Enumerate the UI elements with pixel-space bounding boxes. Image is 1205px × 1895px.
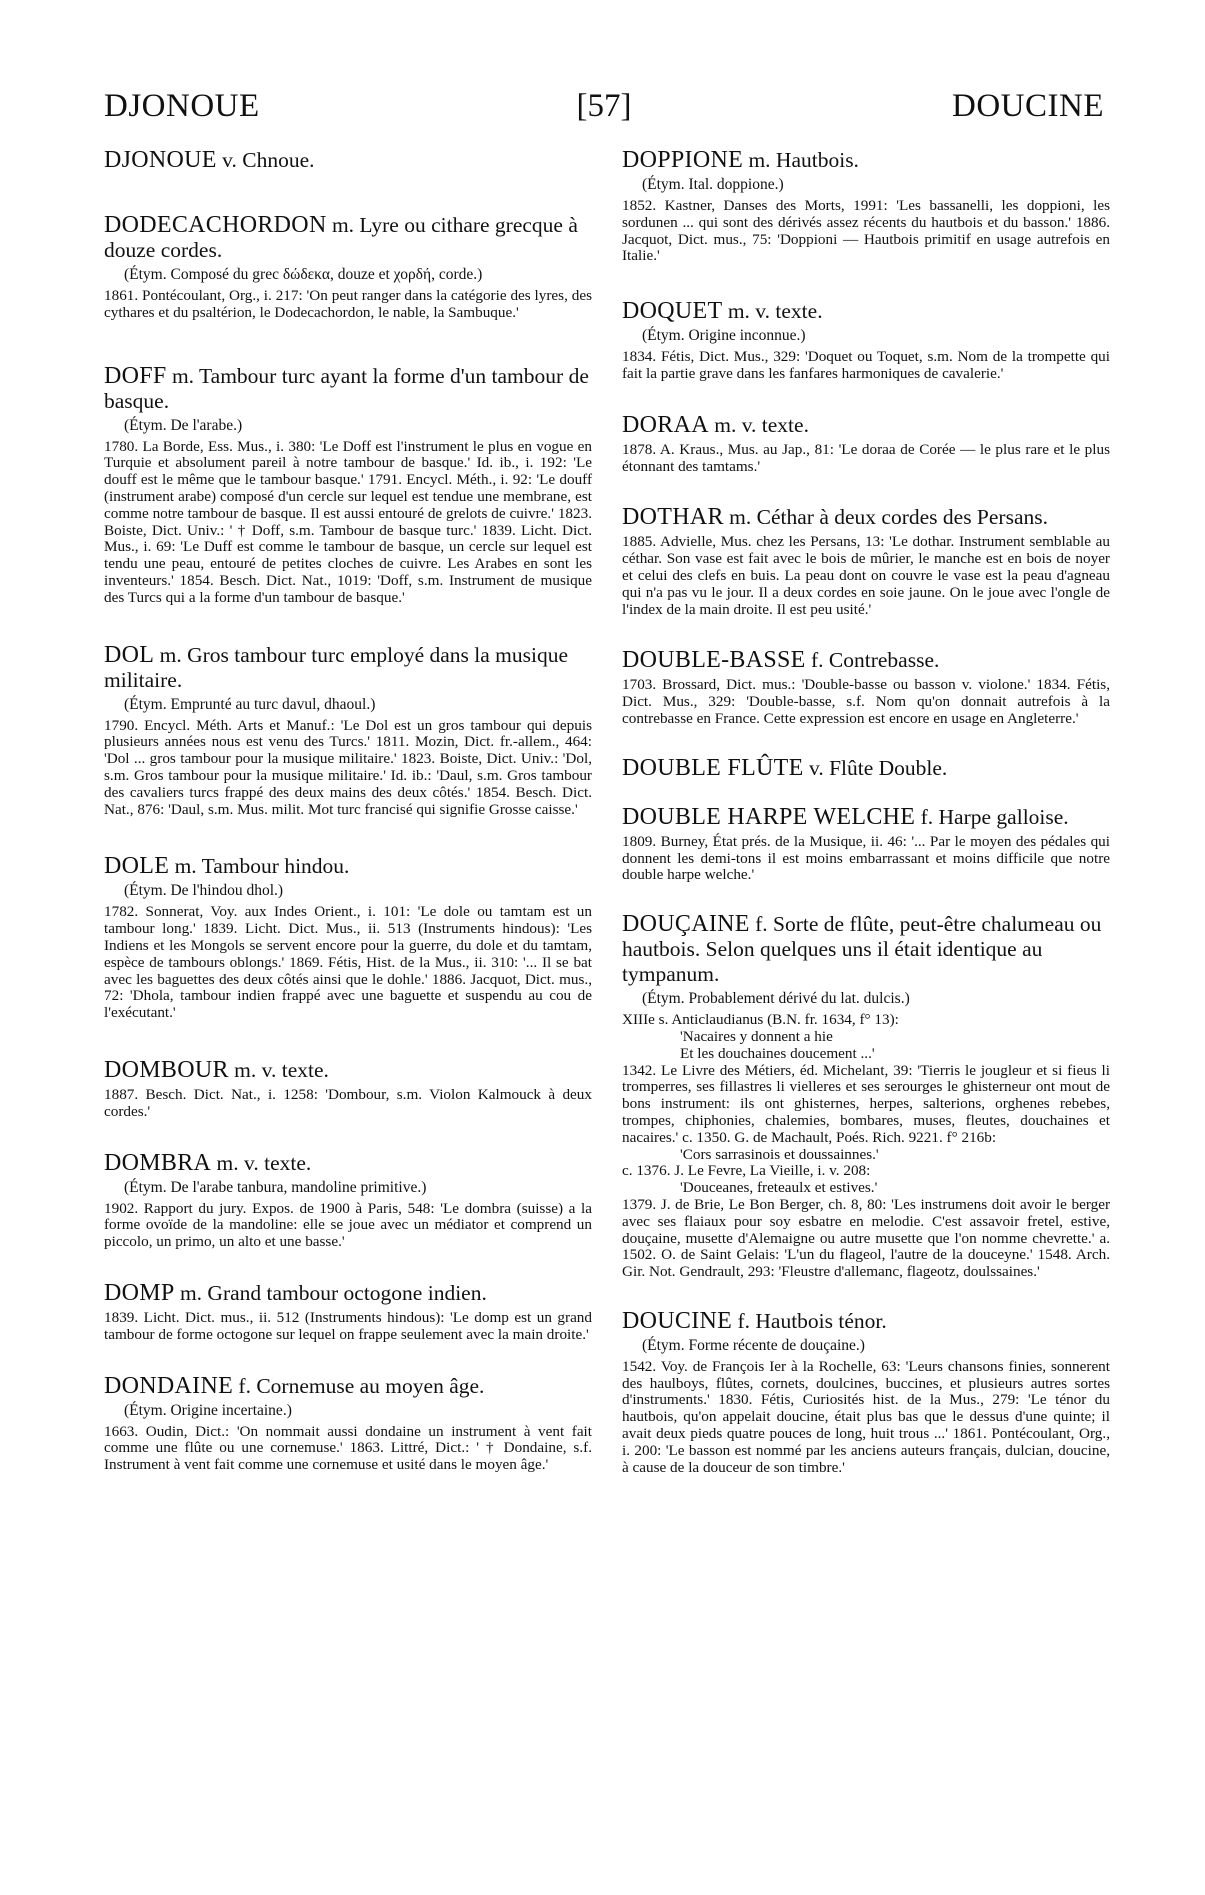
entry-head: [104, 1151, 592, 1176]
definition: m. Lyre ou cithare grecque à douze cordes.: [104, 213, 578, 262]
entry-head: [622, 148, 1110, 173]
entry-domp: [104, 1281, 592, 1344]
entry-head: [622, 756, 1110, 781]
entry-head: [622, 299, 1110, 324]
headword: DOMP: [104, 1279, 175, 1306]
verse-line: 'Douceanes, freteaulx et estives.': [680, 1179, 878, 1197]
headword: DOUBLE HARPE WELCHE: [622, 803, 916, 830]
entry-head: [104, 148, 592, 173]
entry-head: [104, 213, 592, 263]
definition: m. Céthar à deux cordes des Persans.: [723, 505, 1048, 530]
etymology: (Étym. De l'arabe.): [124, 416, 243, 434]
entry-head: [622, 413, 1110, 438]
verse-line: 'Cors sarrasinois et doussainnes.': [680, 1145, 879, 1163]
citations: 1342. Le Livre des Métiers, éd. Michelant, 39: 'Tierris le jougleur et si fieus li tromperres, ses fillastres li vielleres et ses serourges le ghisterneur ont mout de bons instrument: ils ont ghisternes, herpes, salterions, orghenes rebebes, trompes, chiphonies, chalemies, bombares, muses, fleutes, douchaines et nacaires.' c. 1350. G. de Machault, Poés. Rich. 9221. f° 216b:: [622, 1061, 1110, 1146]
citations: 1542. Voy. de François Ier à la Rochelle, 63: 'Leurs chansons finies, sonnerent des haulboys, flûtes, cornets, doulcines, buccines, et plusieurs autres sortes d'instruments.' 1830. Fétis, Curiosités hist. de la Mus., 279: 'Le ténor du hautbois, qu'on appelait doucine, était plus bas que le dessus d'une quinte; il avait deux pieds quatre pouces de long, huit trous ...' 1861. Pontécoulant, Org., i. 200: 'Le basson est nommé par les anciens auteurs français, dulcian, doucine, à cause de la douceur de son timbre.': [622, 1357, 1110, 1476]
headword: DOFF: [104, 362, 167, 389]
entry-doraa: [622, 413, 1110, 476]
definition: f. Contrebasse.: [805, 648, 940, 673]
etymology: (Étym. Origine incertaine.): [124, 1401, 292, 1419]
running-head-right: DOUCINE: [952, 88, 1104, 124]
citations: XIIIe s. Anticlaudianus (B.N. fr. 1634, f° 13):: [622, 1011, 899, 1029]
etymology: (Étym. Probablement dérivé du lat. dulcis.): [642, 990, 910, 1008]
headword: DOMBRA: [104, 1149, 212, 1176]
entry-head: [104, 643, 592, 693]
entry-double-flute: [622, 756, 1110, 781]
headword: DOUBLE FLÛTE: [622, 754, 804, 781]
citations: 1834. Fétis, Dict. Mus., 329: 'Doquet ou Toquet, s.m. Nom de la trompette qui fait la partie grave dans les fanfares harmoniques de cavalerie.': [622, 348, 1110, 382]
verse-line: 'Nacaires y donnent a hie: [680, 1027, 833, 1045]
definition: m. v. texte.: [708, 412, 809, 437]
entry-head: [104, 1374, 592, 1399]
entry-head: [104, 364, 592, 414]
right-column: [622, 148, 1110, 1494]
headword: DOTHAR: [622, 504, 724, 531]
entry-doquet: [622, 299, 1110, 383]
etymology: (Étym. Emprunté au turc davul, dhaoul.): [124, 695, 376, 713]
citations: 1852. Kastner, Danses des Morts, 1991: 'Les bassanelli, les doppioni, les sordunen ... qui sont des dérivés assez récents du hautbois et du basson.' 1886. Jacquot, Dict. mus., 75: 'Doppioni — Hautbois primitif en usage autrefois en Italie.': [622, 197, 1110, 265]
citations: 1663. Oudin, Dict.: 'On nommait aussi dondaine un instrument à vent fait comme une flûte ou une cornemuse.' 1863. Littré, Dict.: ' † Dondaine, s.f. Instrument à vent fait comme une cornemuse et usité dans le moyen âge.': [104, 1422, 592, 1474]
page-number: [57]: [576, 88, 632, 124]
headword: DODECACHORDON: [104, 212, 327, 238]
definition: f. Hautbois ténor.: [732, 1308, 887, 1333]
left-column: [104, 148, 592, 1492]
citations: 1861. Pontécoulant, Org., i. 217: 'On peut ranger dans la catégorie des lyres, des cythares et du psaltérion, le Dodecachordon, le nable, la Sambuque.': [104, 287, 592, 321]
citations: 1790. Encycl. Méth. Arts et Manuf.: 'Le Dol est un gros tambour qui depuis plusieurs années nous est venu des Turcs.' 1811. Mozin, Dict. fr.-allem., 464: 'Dol ... gros tambour pour la musique militaire.' 1823. Boiste, Dict. Univ.: 'Dol, s.m. Gros tambour pour la musique militaire.' Id. ib.: 'Daul, s.m. Gros tambour des cavaliers turcs frappé des deux mains des deux côtés.' 1854. Besch. Dict. Nat., 876: 'Daul, s.m. Mus. milit. Mot turc francisé qui signifie Grosse caisse.': [104, 716, 592, 818]
definition: m. v. texte.: [228, 1057, 329, 1082]
entry-dodecachordon: [104, 213, 592, 322]
entry-doucaine: [622, 912, 1110, 1281]
citations: 1809. Burney, État prés. de la Musique, ii. 46: '... Par le moyen des pédales qui donnent les demi-tons il est moins embarrassant et moins difficile que notre double harpe welche.': [622, 832, 1110, 884]
headword: DOLE: [104, 853, 170, 880]
headword: DOQUET: [622, 298, 723, 325]
entry-djonoue: [104, 148, 592, 173]
entry-head: [622, 912, 1110, 987]
definition: f. Cornemuse au moyen âge.: [233, 1373, 485, 1398]
citations: 1887. Besch. Dict. Nat., i. 1258: 'Dombour, s.m. Violon Kalmouck à deux cordes.': [104, 1085, 592, 1120]
citations: c. 1376. J. Le Fevre, La Vieille, i. v. 208:: [622, 1162, 871, 1180]
definition: m. v. texte.: [722, 299, 823, 324]
definition: m. Tambour hindou.: [169, 854, 350, 879]
headword: DJONOUE: [104, 147, 217, 173]
citations: 1902. Rapport du jury. Expos. de 1900 à Paris, 548: 'Le dombra (suisse) a la forme ovoïde de la mandoline: elle se joue avec un médiator et comprend un piccolo, un primo, un alto et une basse.': [104, 1199, 592, 1251]
definition: v. Chnoue.: [216, 148, 315, 172]
entry-dole: [104, 854, 592, 1022]
headword: DONDAINE: [104, 1372, 234, 1399]
entry-doff: [104, 364, 592, 607]
entry-head: [622, 505, 1110, 530]
definition: m. Gros tambour turc employé dans la musique militaire.: [104, 642, 569, 692]
entry-doppione: [622, 148, 1110, 265]
entry-dondaine: [104, 1374, 592, 1474]
headword: DORAA: [622, 411, 709, 438]
citations: 1379. J. de Brie, Le Bon Berger, ch. 8, 80: 'Les instrumens doit avoir le berger avec ses flaiaux pour soy esbatre en melodie. C'est assavoir fretel, estive, douçaine, musette d'Alemaigne ou autre musette que l'on nomme chevrette.' a. 1502. O. de Saint Gelais: 'L'un du flageol, l'autre de la douceyne.' 1548. Arch. Gir. Not. Gendrault, 293: 'Fleustre d'allemanc, flageotz, doulssaines.': [622, 1195, 1110, 1281]
headword: DOUÇAINE: [622, 911, 750, 938]
citations: 1878. A. Kraus., Mus. au Jap., 81: 'Le doraa de Corée — le plus rare et le plus étonnant des tamtams.': [622, 440, 1110, 475]
citations: 1780. La Borde, Ess. Mus., i. 380: 'Le Doff est l'instrument le plus en vogue en Turquie et absolument pareil à notre tambour de basque.' Id. ib., i. 192: 'Le douff est le même que le tambour basque.' 1791. Encycl. Méth., i. 92: 'Le douff (instrument arabe) composé d'un cercle sur lequel est tendue une membrane, est comme notre tambour de basque. Il est aussi entouré de grelots de cuivre.' 1823. Boiste, Dict. Univ.: ' † Doff, s.m. Tambour de basque turc.' 1839. Licht. Dict. Mus., i. 69: 'Le Duff est comme le tambour de basque, un cercle sur lequel est tendu une peau, entouré de petites cloches de cuivre. Les Arabes en sont les inventeurs.' 1854. Besch. Dict. Nat., 1019: 'Doff, s.m. Instrument de musique des Turcs qui a la forme d'un tambour de basque.': [104, 437, 592, 606]
entry-double-basse: [622, 648, 1110, 727]
entry-head: [104, 1281, 592, 1306]
entry-head: [622, 1309, 1110, 1334]
page-header: [104, 88, 1104, 136]
definition: m. Hautbois.: [743, 148, 859, 172]
definition: m. Tambour turc ayant la forme d'un tambour de basque.: [104, 363, 589, 413]
etymology: (Étym. De l'hindou dhol.): [124, 882, 284, 900]
entry-head: [104, 854, 592, 879]
etymology: (Étym. Ital. doppione.): [642, 176, 784, 193]
entry-dombour: [104, 1058, 592, 1121]
headword: DOL: [104, 641, 155, 668]
citations: 1885. Advielle, Mus. chez les Persans, 13: 'Le dothar. Instrument semblable au céthar. Son vase est fait avec le bois de mûrier, le manche est en bois de noyer et celui des clefs en buis. La peau dont on couvre le vase est la peau d'agneau qui n'a pas vu le jour. Il a deux cordes en soie jaune. On le joue avec l'ongle de l'index de la main droite. Il est peu usité.': [622, 533, 1110, 618]
definition: f. Sorte de flûte, peut-être chalumeau ou hautbois. Selon quelques uns il était identique au tympanum.: [622, 912, 1102, 987]
entry-double-harpe-welche: [622, 805, 1110, 884]
etymology: (Étym. Composé du grec δώδεκα, douze et χορδή, corde.): [124, 266, 483, 283]
entry-dol: [104, 643, 592, 819]
headword: DOPPIONE: [622, 147, 744, 173]
citations: 1703. Brossard, Dict. mus.: 'Double-basse ou basson v. violone.' 1834. Fétis, Dict. Mus., 329: 'Double-basse, s.f. Nom qu'on donnait autrefois à la contrebasse en France. Cette expression est encore en usage en Angleterre.': [622, 676, 1110, 727]
verse-line: Et les douchaines doucement ...': [680, 1044, 875, 1062]
headword: DOUBLE-BASSE: [622, 647, 806, 674]
running-head-left: DJONOUE: [104, 88, 260, 124]
entry-doucine: [622, 1309, 1110, 1477]
citations: 1782. Sonnerat, Voy. aux Indes Orient., i. 101: 'Le dole ou tamtam est un tambour long.' 1839. Licht. Dict. Mus., ii. 513 (Instruments hindous): 'Les Indiens et les Mongols se servent encore pour la guerre, du dole et du tamtam, espèce de tambours oblongs.' 1869. Fétis, Hist. de la Mus., ii. 310: '... Il se bat avec les baguettes des deux côtés ainsi que le dohle.' 1886. Jacquot, Dict. mus., 72: 'Dhola, tambour indien frappé avec une baguette et suspendu au cou de l'exécutant.': [104, 903, 592, 1022]
citations: 1839. Licht. Dict. mus., ii. 512 (Instruments hindous): 'Le domp est un grand tambour de forme octogone sur lequel on frappe seulement avec la main droite.': [104, 1308, 592, 1343]
entry-head: [622, 805, 1110, 830]
entry-head: [622, 648, 1110, 673]
definition: m. Grand tambour octogone indien.: [174, 1280, 487, 1305]
definition: f. Harpe galloise.: [915, 804, 1069, 829]
entry-dothar: [622, 505, 1110, 618]
definition: v. Flûte Double.: [803, 755, 948, 780]
entry-head: [104, 1058, 592, 1083]
headword: DOUCINE: [622, 1307, 733, 1334]
etymology: (Étym. Forme récente de douçaine.): [642, 1336, 865, 1354]
definition: m. v. texte.: [211, 1150, 312, 1175]
entry-dombra: [104, 1151, 592, 1251]
etymology: (Étym. De l'arabe tanbura, mandoline primitive.): [124, 1178, 427, 1196]
headword: DOMBOUR: [104, 1056, 229, 1083]
etymology: (Étym. Origine inconnue.): [642, 327, 806, 345]
